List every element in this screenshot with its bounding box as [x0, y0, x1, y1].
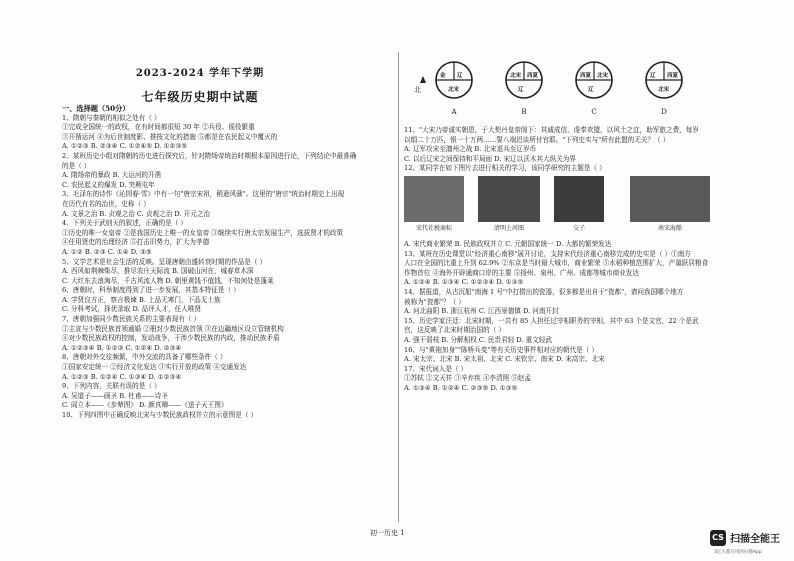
map-region-label: 辽: [457, 73, 463, 79]
map-diagram-b: [504, 60, 544, 100]
map-option-letter: C: [591, 108, 597, 116]
question-line: 10、下列四图中正确反映北宋与少数民族政权并立的示意图是（ ）: [62, 411, 258, 419]
picture-image: [630, 176, 710, 222]
question-line: 9、下列内容，关联有误的是（ ）: [62, 382, 161, 391]
picture-image: [478, 176, 540, 222]
map-region-label: 西夏: [580, 73, 592, 79]
question-line: 3、毛泽东的诗作《沁园春·雪》中有一句"唐宗宋祖，稍逊风骚"。这里的"唐宗"统治时期史上出现: [62, 190, 345, 199]
question-line: A. ①③④ B. ①②④ C. ②③⑤ D. ①③⑤: [404, 383, 518, 392]
right-question-list-top: [404, 126, 734, 174]
question-line: 14、据报道，从古沉船"南海 1 号"中打捞出的瓷器，很多都是出自于"瓷都"，请问我国哪个地方: [404, 287, 684, 296]
question-line: A. 学贤良方正，察言极谏 B. 上品无寒门，下品无士族: [62, 295, 221, 304]
question-line: C. 农民起义的爆发 D. 突厥屯年: [62, 180, 155, 189]
watermark-tagline: 3亿人都在用的扫描App: [714, 550, 762, 555]
map-region-label: 北宋: [510, 73, 522, 79]
column-divider: [398, 52, 399, 522]
map-diagram-a: [434, 60, 474, 100]
picture-image: [404, 176, 464, 222]
page-footer: 初一历史 1: [370, 529, 405, 537]
question-line: ①苏轼 ②文天祥 ③辛弃疾 ④李清照 ⑤赵孟: [404, 374, 532, 383]
question-line: A. 西风如荆棘柴尽，推尽农庄天际流 B. 国破山河在，城春草木深: [62, 267, 254, 276]
picture-image: [554, 176, 604, 222]
map-option-letter: A: [451, 108, 457, 116]
history-picture: [478, 176, 540, 232]
question-line: A. ①②③④ B. ①②③ C. ①②④ D. ②③④: [62, 343, 182, 352]
question-line: 4、下列关于武则天的叙述，正确的是（ ）: [62, 219, 187, 228]
history-picture: [404, 176, 464, 232]
question-line: 15、历史学家汪廷：北宋时期，一共有 85 人担任过宰相职务的宰相，其中 63 个是文官，22 个是武: [404, 316, 699, 325]
right-question-list-bottom: [404, 240, 734, 394]
question-line: A. 隋炀帝的暴政 B. 大运河的开凿: [62, 171, 162, 180]
question-line: 作物首位 ④海外开辟通商口岸的主要 ⑤扬州、泉州、广州、成都等城市商业发达: [404, 268, 639, 277]
question-line: A. 吴道子——画圣 B. 杜甫——诗圣: [62, 391, 168, 400]
question-line: A. ①②④ B. ①③④ C. ①②③④ D. ①③⑤: [404, 278, 524, 287]
question-line: 1、隋朝与秦朝的相似之处有（ ）: [62, 113, 161, 122]
question-line: ①完成全国统一的政权，在有时间都很短 30 年 ②兵役、徭役繁重: [62, 123, 255, 132]
question-line: 6、唐朝时，科举制度得到了进一步发展，其基本特征是（ ）: [62, 286, 240, 295]
map-region-label: 辽: [518, 87, 524, 93]
left-column: [62, 104, 390, 421]
question-line: C. 分科考试，择优录取 D. 品评人才，任人唯贤: [62, 305, 202, 314]
question-line: A. ①②③ B. ①②④ C. ①③④ D. ①②③④: [62, 372, 182, 381]
question-line: C. 大红东去浪淘尽，千古风流人物 D. 朝里黄钱不值钱，不知何处是蓬莱: [62, 276, 274, 285]
question-line: ④对少数民族政权的控制，发动战争，干涉少数民族的内政，推动民族矛盾: [62, 334, 280, 343]
question-line: 人口在全国的比重上升到 62.9% ②东京是当时最大城市，商业繁荣 ③水稻种植范围扩大，产量跃居粮食: [404, 259, 709, 268]
question-line: 官，这反映了北宋时期治国的（ ）: [404, 326, 506, 335]
picture-caption: 南宋海船: [657, 224, 682, 232]
picture-caption: 清明上河图: [493, 224, 524, 232]
question-line: 8、唐朝对外交往频繁，中外交流的具备了哪些条件（ ）: [62, 353, 227, 362]
picture-caption: 交子: [572, 224, 585, 232]
cs-logo-icon: CS: [710, 530, 726, 546]
question-line: 7、唐朝加强同少数民族关系的主要表现有（ ）: [62, 315, 201, 324]
question-line: A. ①② B. ②③ C. ①④ D. ③⑤: [62, 247, 152, 256]
question-line: C. 阎立本——《步辇图》 D. 颜真卿——《送子天王图》: [62, 401, 228, 410]
map-option-letter: D: [661, 108, 667, 116]
question-line: 12、某同学在如下图片去进行相关的学习，该同学研究的主题是（ ）: [404, 164, 606, 173]
question-line: 以绢二十万匹，银一十万两……誓八端迟谈所付官耶。"下列史实与"所有此盟的无关？（ ）: [404, 135, 670, 144]
question-line: 11、"大宋乃帝诚实朝恩，于大契丹皇帝阁下：其诚成信，虔奉欢盟，以风土之宜，助军旅之费，每岁: [404, 126, 699, 134]
school-year: 2023-2024 学年下学期: [135, 68, 265, 79]
map-options: [404, 58, 734, 124]
question-line: ③开凿运河 ④为后世制度影、推按文化的措施 ⑤都是在农民起义中覆灭的: [62, 132, 278, 141]
north-label: 北: [414, 86, 421, 94]
question-line: 的是（ ）: [62, 161, 91, 170]
exam-title: 七年级历史期中试题: [141, 90, 259, 104]
question-line: 2、某班历史小组对隋朝的历史进行探究后，针对隋炀帝统治时期根本原因进行论，下列结论中最准确: [62, 151, 357, 160]
question-line: 13、某班在历史课堂以"经济重心南移"展开讨论，支持宋代经济重心南移完成的史实是（ ）①南方: [404, 249, 691, 258]
history-picture: [554, 176, 604, 232]
question-line: C. 以后辽宋之间保持和平局面 D. 宋辽以沃木其大纵关为界: [404, 154, 576, 163]
left-question-list: [62, 104, 390, 421]
right-column: [404, 58, 734, 393]
question-line: 被称为"瓷都"？（ ）: [404, 297, 465, 306]
question-line: 一、选择题（50分）: [62, 104, 130, 113]
map-option-letter: B: [521, 108, 527, 116]
map-region-label: 西夏: [527, 73, 539, 79]
scanner-watermark: [710, 528, 794, 558]
question-line: 在历代有名的治世，史称（ ）: [62, 199, 150, 208]
watermark-name: 扫描全能王: [730, 534, 780, 545]
picture-strip: [404, 176, 734, 238]
map-region-label: 金: [440, 73, 446, 79]
question-line: 16、与"黄袍加身""陈桥兵变"等有关历史事件相对应的朝代是（ ）: [404, 345, 599, 354]
question-line: ①主宣与少数民族首领通婚 ②册封少数民族首领 ③在边疆地区设立管辖机构: [62, 324, 284, 333]
question-line: A. 宋太宗、北宋 B. 宋太祖、北宋 C. 宋钦宗、南宋 D. 宋高宗、北宋: [404, 355, 605, 364]
question-line: A. 文景之治 B. 贞观之治 C. 贞观之治 D. 开元之治: [62, 209, 211, 218]
picture-caption: 宋代社税商标: [415, 224, 452, 232]
question-line: A. 强干弱枝 B. 分解相权 C. 民贵君轻 D. 重文轻武: [404, 335, 553, 344]
question-line: A. 宋代商业繁荣 B. 民族政权并立 C. 元朝国家统一 D. 大都的繁荣发达: [404, 239, 612, 248]
question-line: 5、文学艺术是社会生活的反映。呈现唐朝由盛转衰时期的作品是（ ）: [62, 257, 267, 266]
north-indicator: [414, 86, 421, 96]
map-region-label: 辽: [588, 87, 594, 93]
map-region-label: 北宋: [597, 73, 609, 79]
map-diagram-d: [644, 60, 684, 100]
map-region-label: 北宋: [448, 87, 460, 93]
map-diagram-c: [574, 60, 614, 100]
question-line: A. 河北曲阳 B. 浙江杭州 C. 江西景德镇 D. 河南开封: [404, 307, 559, 316]
history-picture: [630, 176, 710, 232]
question-line: ④任用贤吏的治理经济 ⑤打击旧势力，扩大为孝德: [62, 238, 210, 247]
north-arrow-icon: [420, 76, 426, 83]
question-line: A. ①②③ B. ②③④ C. ①②④⑤ D. ①②③⑤: [62, 142, 188, 151]
question-line: ①国家安定统一 ②经济文化发达 ③实行开放的政策 ④交通发达: [62, 363, 247, 372]
map-region-label: 辽: [650, 73, 656, 79]
map-region-label: 西夏: [667, 73, 679, 79]
map-region-label: 北宋: [658, 87, 670, 93]
question-line: 17、宋代词人是（ ）: [404, 364, 468, 373]
question-line: ①历史的唯一女皇帝 ②是我国历史上唯一的女皇帝 ③继续实行唐太宗发展生产，选拔贤才的政策: [62, 228, 344, 237]
question-line: A. 辽军攻宋至澶州之战 B. 北宋退兵至辽岁币: [404, 145, 537, 154]
